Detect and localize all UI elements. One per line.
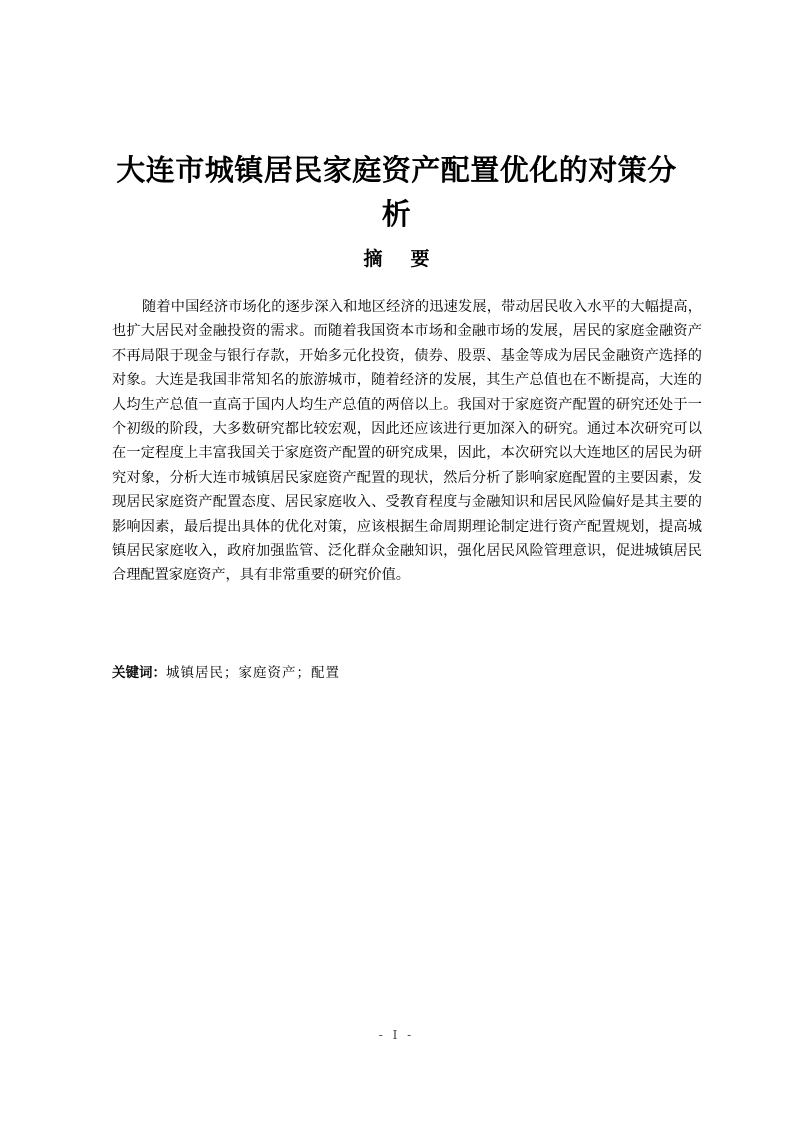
keywords-label: 关键词： [112, 665, 166, 681]
keywords-value: 城镇居民；家庭资产；配置 [166, 665, 340, 681]
keywords-line [112, 662, 702, 684]
page-number: - I - [378, 1028, 415, 1042]
document-title: 大连市城镇居民家庭资产配置优化的对策分析 [116, 153, 677, 231]
abstract-body: 随着中国经济市场化的逐步深入和地区经济的迅速发展，带动居民收入水平的大幅提高，也扩大居民对金融投资的需求。而随着我国资本市场和金融市场的发展，居民的家庭金融资产不再局限于现金与银行存款，开始多元化投资，债券、股票、基金等成为居民金融资产选择的对象。大连是我国非常知名的旅游城市，随着经济的发展，其生产总值也在不断提高，大连的人均生产总值一直高于国内人均生产总值的两倍以上。我国对于家庭资产配置的研究还处于一个初级的阶段，大多数研究都比较宏观，因此还应该进行更加深入的研究。通过本次研究可以在一定程度上丰富我国关于家庭资产配置的研究成果，因此，本次研究以大连地区的居民为研究对象，分析大连市城镇居民家庭资产配置的现状，然后分析了影响家庭配置的主要因素，发现居民家庭资产配置态度、居民家庭收入、受教育程度与金融知识和居民风险偏好是其主要的影响因素，最后提出具体的优化对策，应该根据生命周期理论制定进行资产配置规划，提高城镇居民家庭收入，政府加强监管、泛化群众金融知识，强化居民风险管理意识，促进城镇居民合理配置家庭资产，具有非常重要的研究价值。 [112, 299, 702, 584]
abstract-heading: 摘要 [363, 248, 458, 270]
